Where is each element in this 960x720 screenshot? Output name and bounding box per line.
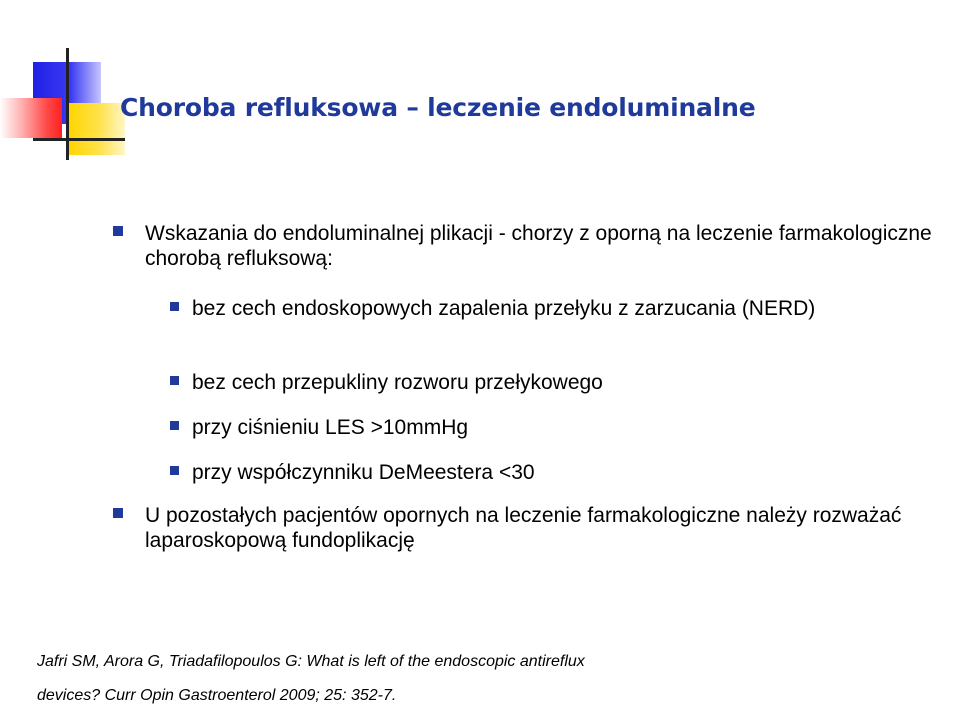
vertical-line-shape	[66, 48, 69, 160]
sub-bullet-item	[192, 415, 932, 440]
sub-bullet-text: bez cech przepukliny rozworu przełykowego	[192, 371, 603, 394]
sub-bullet-text: przy współczynniku DeMeestera <30	[192, 461, 535, 484]
square-bullet-icon	[170, 376, 179, 385]
sub-bullet-item	[192, 296, 932, 321]
sub-bullet-text: bez cech endoskopowych zapalenia przełyku z zarzucania (NERD)	[192, 297, 816, 320]
red-square-shape	[0, 98, 62, 138]
slide-title: Choroba refluksowa – leczenie endoluminalne	[120, 93, 756, 122]
square-bullet-icon	[170, 466, 179, 475]
square-bullet-icon	[170, 302, 179, 311]
bullet-item	[145, 221, 935, 271]
yellow-square-shape	[68, 103, 125, 155]
bullet-text: U pozostałych pacjentów opornych na leczenie farmakologiczne należy rozważać laparoskopową fundoplikację	[145, 504, 902, 552]
reference-line-1: Jafri SM, Arora G, Triadafilopoulos G: What is left of the endoscopic antireflux	[37, 653, 585, 670]
sub-bullet-item	[192, 460, 932, 485]
square-bullet-icon	[113, 226, 123, 236]
square-bullet-icon	[113, 508, 123, 518]
slide-logo-decoration	[0, 0, 130, 165]
bullet-item	[145, 503, 935, 553]
bullet-text: Wskazania do endoluminalnej plikacji - chorzy z oporną na leczenie farmakologiczne chorobą refluksową:	[145, 222, 932, 270]
reference-line-2: devices? Curr Opin Gastroenterol 2009; 25: 352-7.	[37, 687, 397, 704]
sub-bullet-item	[192, 370, 932, 395]
square-bullet-icon	[170, 421, 179, 430]
sub-bullet-text: przy ciśnieniu LES >10mmHg	[192, 416, 469, 439]
horizontal-line-shape	[33, 138, 125, 141]
